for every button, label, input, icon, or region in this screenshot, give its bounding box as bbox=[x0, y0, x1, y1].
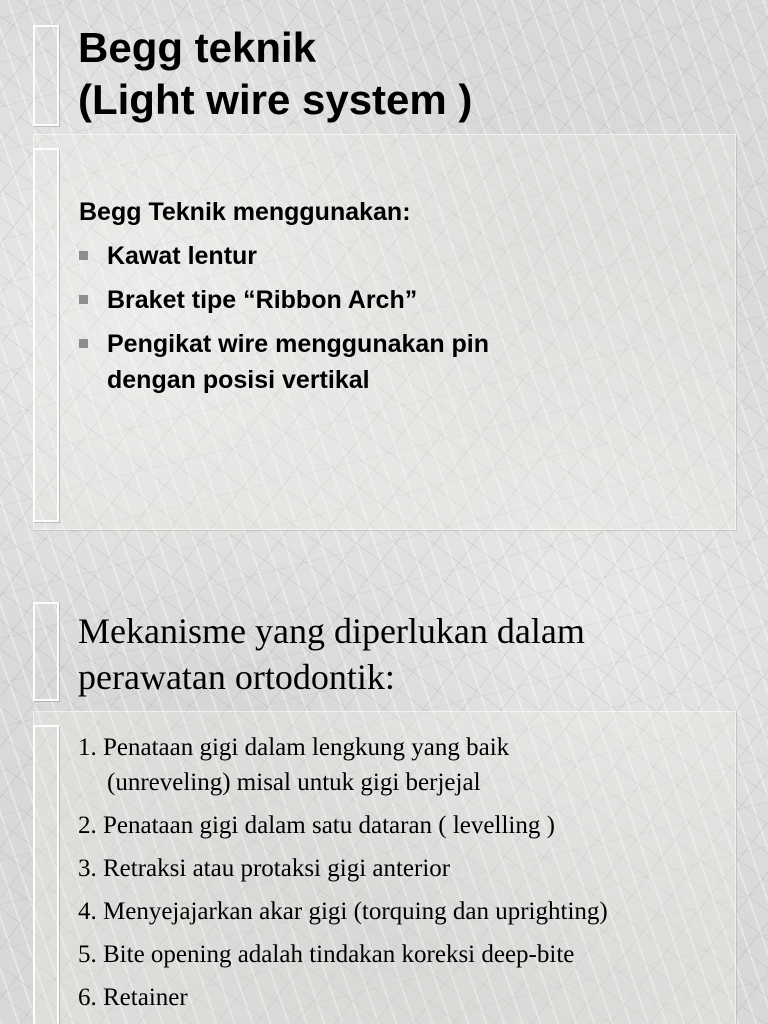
slide1-intro: Begg Teknik menggunakan: bbox=[79, 198, 411, 226]
list-item bbox=[78, 894, 728, 929]
slide1-title-accent bbox=[33, 25, 59, 126]
slide2-heading-line1: Mekanisme yang diperlukan dalam bbox=[78, 611, 585, 651]
slide1-content-accent bbox=[33, 148, 59, 522]
bullet-text-continuation: dengan posisi vertikal bbox=[107, 366, 370, 394]
slide1-title bbox=[78, 22, 472, 126]
square-bullet-icon bbox=[79, 295, 88, 304]
item-text: 3. Retraksi atau protaksi gigi anterior bbox=[78, 855, 451, 882]
list-item bbox=[78, 980, 728, 1015]
square-bullet-icon bbox=[79, 251, 88, 260]
slide1-bullet-list bbox=[78, 238, 678, 406]
list-item bbox=[78, 937, 728, 972]
slide2-heading bbox=[78, 608, 678, 700]
bullet-text: Pengikat wire menggunakan pin bbox=[107, 330, 490, 358]
list-item bbox=[78, 730, 728, 800]
item-text: 4. Menyejajarkan akar gigi (torquing dan uprighting) bbox=[78, 898, 608, 925]
bullet-text: Kawat lentur bbox=[107, 242, 258, 270]
list-item bbox=[78, 282, 678, 318]
slide1-title-line1: Begg teknik bbox=[78, 24, 317, 71]
square-bullet-icon bbox=[79, 339, 88, 348]
item-text: 5. Bite opening adalah tindakan koreksi deep-bite bbox=[78, 941, 575, 968]
slide2-heading-line2: perawatan ortodontik: bbox=[78, 657, 395, 697]
item-text: 6. Retainer bbox=[78, 984, 188, 1011]
item-text: 1. Penataan gigi dalam lengkung yang baik bbox=[78, 734, 510, 761]
list-item bbox=[78, 326, 678, 398]
list-item bbox=[78, 851, 728, 886]
slide2-title-accent bbox=[33, 602, 59, 701]
slide1-title-line2: (Light wire system ) bbox=[78, 76, 473, 123]
list-item bbox=[78, 238, 678, 274]
slide2-numbered-list bbox=[78, 730, 728, 1023]
slide2-content-accent bbox=[33, 725, 59, 1024]
list-item bbox=[78, 808, 728, 843]
item-text: 2. Penataan gigi dalam satu dataran ( levelling ) bbox=[78, 812, 555, 839]
item-text-continuation: (unreveling) misal untuk gigi berjejal bbox=[107, 769, 481, 796]
bullet-text: Braket tipe “Ribbon Arch” bbox=[107, 286, 418, 314]
